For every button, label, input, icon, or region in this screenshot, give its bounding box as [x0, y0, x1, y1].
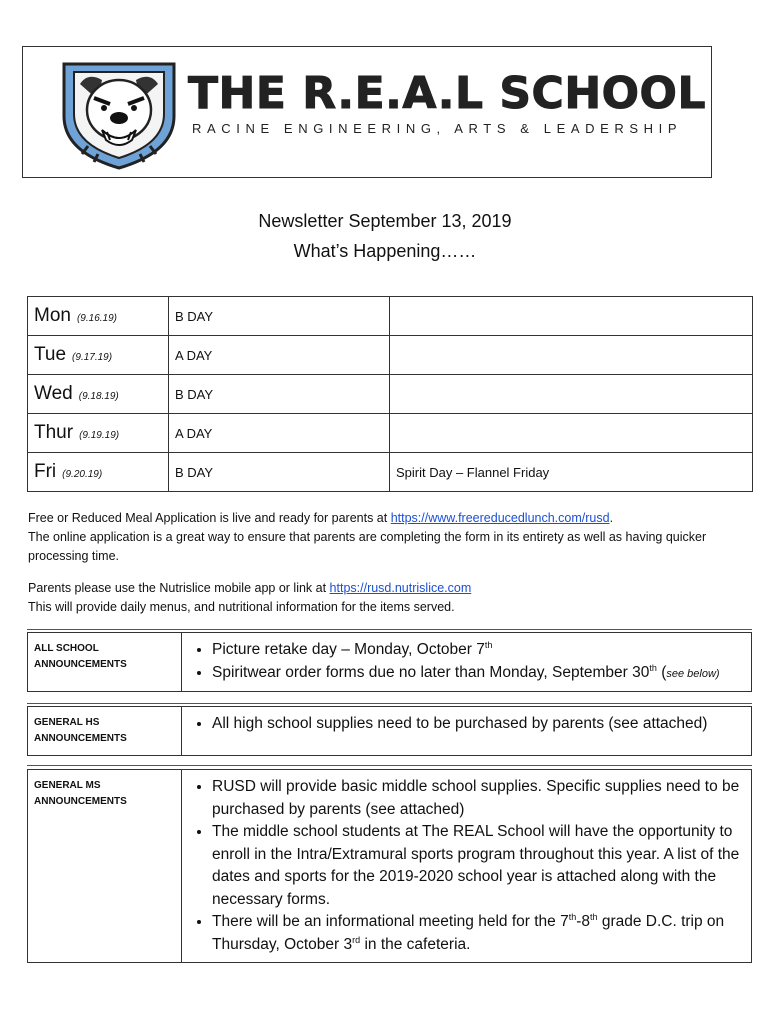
nutrislice-text: Parents please use the Nutrislice mobile app or link at	[28, 581, 330, 595]
table-row	[28, 453, 753, 492]
day-note	[390, 297, 753, 336]
day-note	[390, 375, 753, 414]
day-date: (9.18.19)	[78, 391, 119, 402]
day-date: (9.19.19)	[79, 430, 120, 441]
day-cell	[28, 297, 169, 336]
table-row	[28, 414, 753, 453]
divider	[27, 629, 752, 630]
meal-link[interactable]: https://www.freereducedlunch.com/rusd	[390, 511, 610, 525]
list-item: • Spiritwear order forms due no later than Monday, September 30th (see below)	[212, 662, 743, 686]
nutrislice-info	[28, 579, 748, 617]
section-body	[182, 633, 752, 692]
newsletter-title: Newsletter September 13, 2019	[258, 211, 512, 231]
day-type: A DAY	[169, 414, 390, 453]
day-note	[390, 414, 753, 453]
school-subtitle: RACINE ENGINEERING, ARTS & LEADERSHIP	[192, 121, 683, 136]
day-type: B DAY	[169, 453, 390, 492]
day-note	[390, 336, 753, 375]
section-body	[182, 707, 752, 756]
all-school-announcements	[27, 632, 752, 692]
table-row	[28, 375, 753, 414]
day-name: Wed	[34, 383, 73, 404]
section-label: GENERAL MS ANNOUNCEMENTS	[28, 770, 182, 963]
list-item: • The middle school students at The REAL School will have the opportunity to enroll in the Intra/Extramural sports program throughout this year. A list of the dates and sports for the 2019-2020 school year is attached along with the necessary forms.	[212, 821, 743, 911]
general-hs-announcements	[27, 706, 752, 756]
list-item: • RUSD will provide basic middle school supplies. Specific supplies need to be purchased by parents (see attached)	[212, 776, 743, 821]
meal-period: .	[609, 511, 614, 525]
meal-application-info	[28, 509, 748, 566]
bulldog-logo	[58, 54, 180, 172]
day-type: B DAY	[169, 297, 390, 336]
meal-text: Free or Reduced Meal Application is live and ready for parents at	[28, 511, 391, 525]
schedule-table	[27, 296, 753, 492]
nutrislice-link[interactable]: https://rusd.nutrislice.com	[329, 581, 472, 595]
divider	[27, 703, 752, 704]
day-note: Spirit Day – Flannel Friday	[390, 453, 753, 492]
day-date: (9.20.19)	[62, 469, 103, 480]
section-label: GENERAL HS ANNOUNCEMENTS	[28, 707, 182, 756]
day-cell	[28, 375, 169, 414]
day-name: Fri	[34, 461, 57, 482]
school-name: THE R.E.A.L SCHOOL	[188, 68, 706, 119]
day-date: (9.17.19)	[72, 352, 113, 363]
list-item: • Picture retake day – Monday, October 7th	[212, 639, 743, 662]
section-label: ALL SCHOOL ANNOUNCEMENTS	[28, 633, 182, 692]
table-row	[28, 297, 753, 336]
day-name: Thur	[34, 422, 74, 443]
list-item: • All high school supplies need to be purchased by parents (see attached)	[212, 713, 743, 736]
day-name: Mon	[34, 305, 71, 326]
day-cell	[28, 453, 169, 492]
list-item: • There will be an informational meeting held for the 7th-8th grade D.C. trip on Thursday, October 3rd in the cafeteria.	[212, 911, 743, 956]
day-type: A DAY	[169, 336, 390, 375]
day-name: Tue	[34, 344, 67, 365]
general-ms-announcements	[27, 769, 752, 963]
nutrislice-description: This will provide daily menus, and nutritional information for the items served.	[28, 600, 455, 614]
table-row	[28, 336, 753, 375]
day-type: B DAY	[169, 375, 390, 414]
day-date: (9.16.19)	[76, 313, 117, 324]
newsletter-subtitle: What’s Happening……	[293, 241, 477, 261]
section-body	[182, 770, 752, 963]
day-cell	[28, 336, 169, 375]
divider	[27, 765, 752, 766]
meal-description: The online application is a great way to ensure that parents are completing the form in its entirety as well as having quicker processing time.	[28, 530, 707, 563]
day-cell	[28, 414, 169, 453]
